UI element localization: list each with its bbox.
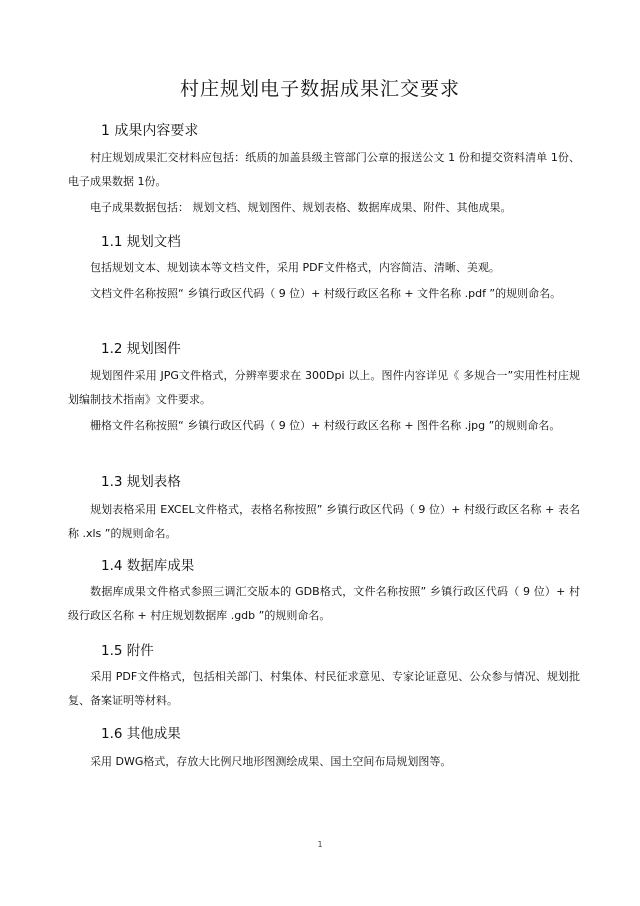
paragraph-text: 采用 PDF文件格式，包括相关部门、村集体、村民征求意见、专家论证意见、公众参与情况、规划批复、备案证明等材料。: [68, 670, 580, 707]
paragraph-text: 栅格文件名称按照“ 乡镇行政区代码（ 9 位）+ 村级行政区名称 + 图件名称 .jpg ”的规则命名。: [90, 419, 561, 432]
paragraph-1-6-1: [68, 750, 580, 774]
page-number: 1: [317, 840, 323, 849]
section-heading-1-6: 1.6 其他成果: [101, 726, 181, 742]
section-heading-1-2: 1.2 规划图件: [101, 341, 181, 357]
paragraph-1-2-2: [68, 414, 580, 438]
section-heading-1-1: 1.1 规划文档: [101, 234, 181, 250]
paragraph-text: 电子成果数据包括： 规划文档、规划图件、规划表格、数据库成果、附件、其他成果。: [90, 201, 512, 214]
paragraph-text: 村庄规划成果汇交材料应包括：纸质的加盖县级主管部门公章的报送公文 1 份和提交资料清单 1份、电子成果数据 1份。: [68, 151, 580, 188]
paragraph-1-3-1: [68, 498, 580, 546]
paragraph-text: 数据库成果文件格式参照三调汇交版本的 GDB格式，文件名称按照” 乡镇行政区代码（ 9 位）+ 村级行政区名称 + 村庄规划数据库 .gdb ”的规则命名。: [68, 585, 580, 622]
paragraph-text: 规划表格采用 EXCEL文件格式，表格名称按照” 乡镇行政区代码（ 9 位）+ 村级行政区名称 + 表名称 .xls ”的规则命名。: [68, 503, 580, 540]
paragraph-1-4-1: [68, 580, 580, 628]
section-heading-1: 1 成果内容要求: [101, 123, 199, 139]
page-title: 村庄规划电子数据成果汇交要求: [179, 78, 460, 100]
section-heading-1-4: 1.4 数据库成果: [101, 558, 195, 574]
paragraph-1-1-1: [68, 256, 580, 280]
section-heading-1-3: 1.3 规划表格: [101, 474, 181, 490]
paragraph-1-2-1: [68, 364, 580, 412]
paragraph-1-2: [68, 196, 580, 220]
paragraph-1-1: [68, 146, 580, 194]
section-heading-1-5: 1.5 附件: [101, 643, 154, 659]
paragraph-1-1-2: [68, 282, 580, 306]
paragraph-1-5-1: [68, 665, 580, 713]
paragraph-text: 文档文件名称按照“ 乡镇行政区代码（ 9 位）+ 村级行政区名称 + 文件名称 .pdf ”的规则命名。: [90, 287, 562, 300]
paragraph-text: 采用 DWG格式，存放大比例尺地形图测绘成果、国土空间布局规划图等。: [90, 755, 452, 768]
paragraph-text: 包括规划文本、规划读本等文档文件，采用 PDF文件格式，内容简洁、清晰、美观。: [90, 261, 500, 274]
paragraph-text: 规划图件采用 JPG文件格式，分辨率要求在 300Dpi 以上。图件内容详见《 多规合一”实用性村庄规划编制技术指南》文件要求。: [68, 369, 580, 406]
